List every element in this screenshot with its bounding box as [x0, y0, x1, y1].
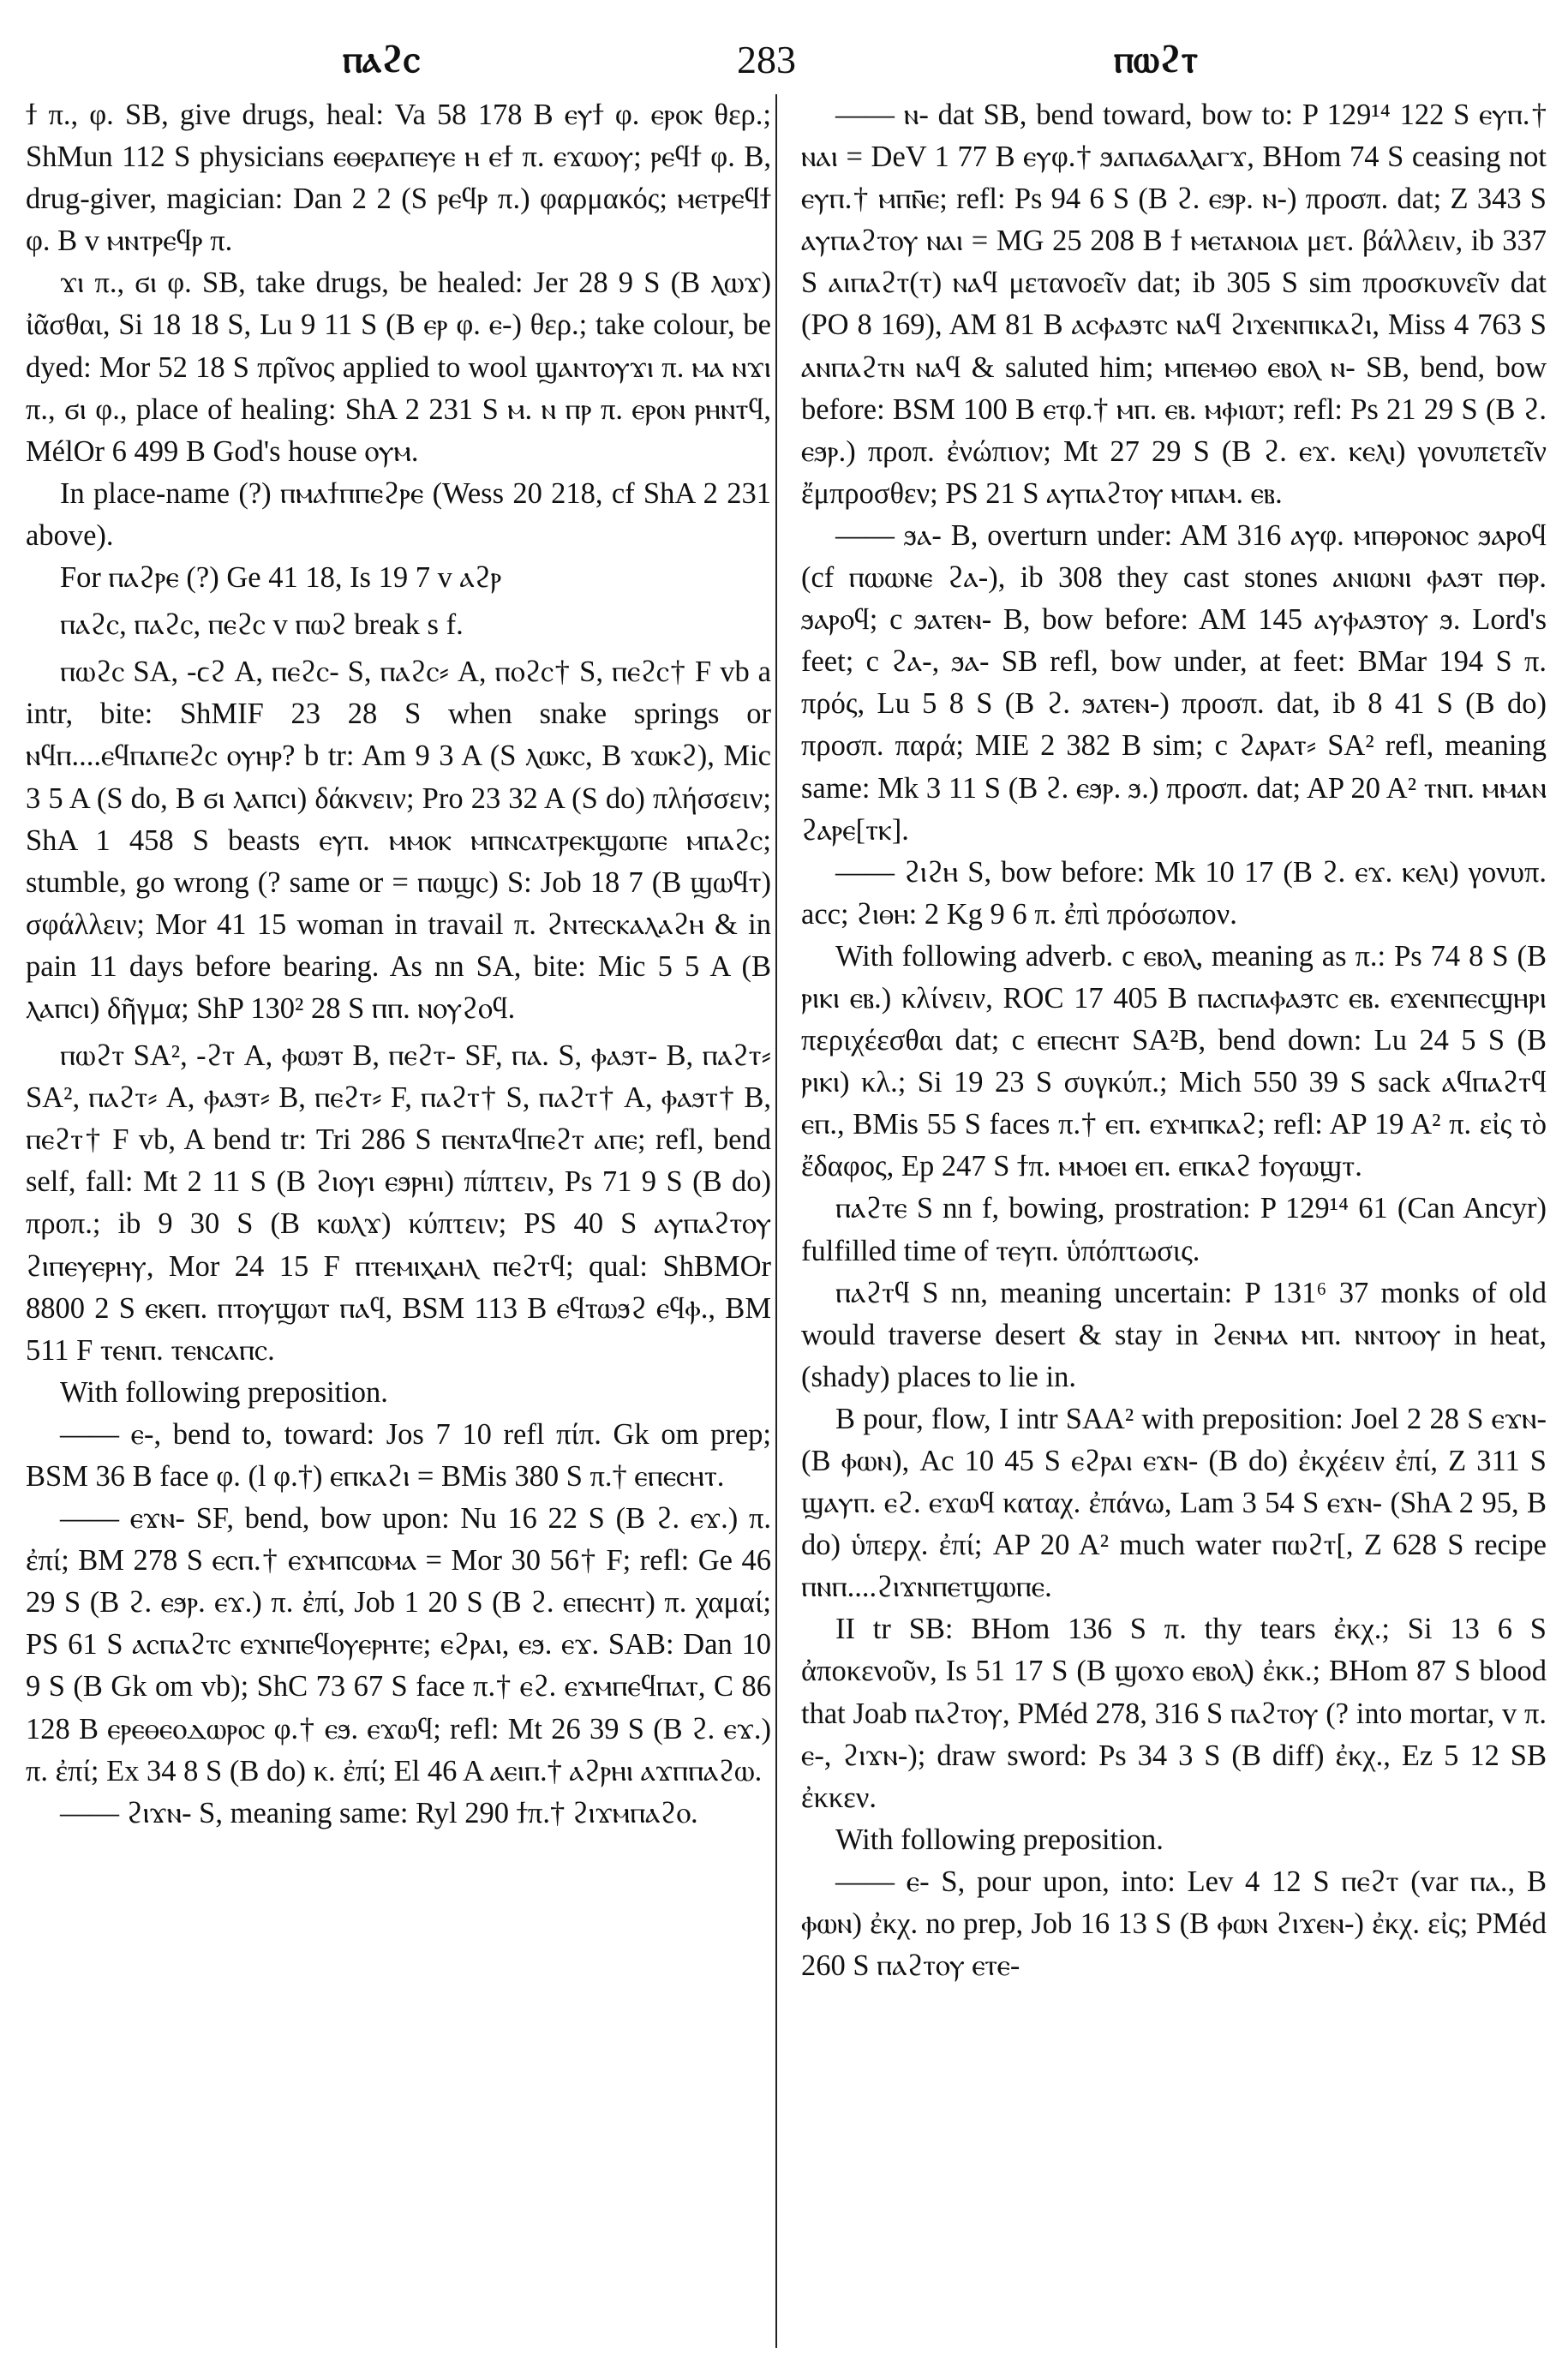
dictionary-entry: ϫⲓ π., ϭⲓ φ. SB, take drugs, be healed: Jer 28 9 S (B ⲗⲱϫ) ἰᾶσθαι, Si 18 18 S, Lu 9 11 S (B ⲉⲣ φ. ⲉ-) θερ.; take colour, be dyed: Mor 52 18 S πρῖνος applied to wool ϣⲁⲛⲧⲟⲩϫⲓ π. ⲙⲁ ⲛϫⲓ π., ϭⲓ φ., place of healing: ShA 2 231 S ⲙ. ⲛ ⲡⲣ π. ⲉⲣⲟⲛ ⲣⲏⲛⲧϥ, MélOr 6 499 B God's house ⲟⲩⲙ.	[26, 266, 771, 468]
dictionary-entry: ⲡⲁϩⲧϥ S nn, meaning uncertain: P 131⁶ 37 monks of old would traverse desert & stay in ϩⲉⲛⲙⲁ ⲙⲡ. ⲛⲛⲧⲟⲟⲩ in heat, (shady) places to lie in.	[801, 1276, 1547, 1393]
dictionary-entry: ϯ π., φ. SB, give drugs, heal: Va 58 178 B ⲉⲩϯ φ. ⲉⲣⲟⲕ θερ.; ShMun 112 S physicians ⲉⲑⲉⲣⲁⲡⲉⲩⲉ ⲏ ⲉϯ π. ⲉϫⲱⲟⲩ; ⲣⲉϥϯ φ. B, drug-giver, magician: Dan 2 2 (S ⲣⲉϥⲣ π.) φαρμακός; ⲙⲉⲧⲣⲉϥϯ φ. B v ⲙⲛⲧⲣⲉϥⲣ π.	[26, 99, 771, 258]
left-column	[26, 94, 771, 2339]
dictionary-entry: B pour, flow, I intr SAA² with preposition: Joel 2 28 S ⲉϫⲛ- (B ⲫⲱⲛ), Ac 10 45 S ⲉϩⲣⲁⲓ ⲉϫⲛ- (B do) ἐκχέειν ἐπί, Z 311 S ϣⲁⲩⲡ. ⲉϩ. ⲉϫⲱϥ καταχ. ἐπάνω, Lam 3 54 S ⲉϫⲛ- (ShA 2 95, B do) ὑπερχ. ἐπί; AP 20 A² much water ⲡⲱϩⲧ[, Z 628 S recipe ⲡⲛⲡ....ϩⲓϫⲛⲡⲉⲧϣⲱⲡⲉ.	[801, 1402, 1547, 1604]
dictionary-entry: ⲡⲁϩⲥ, ⲡⲁϩⲥ, ⲡⲉϩⲥ v ⲡⲱϩ break s f.	[60, 608, 464, 642]
dictionary-entry: ⲡⲱϩⲧ SA², -ϩⲧ A, ⲫⲱϧⲧ B, ⲡⲉϩⲧ- SF, ⲡⲁ. S, ⲫⲁϧⲧ- B, ⲡⲁϩⲧ⸗ SA², ⲡⲁϩⲧ⸗ A, ⲫⲁϧⲧ⸗ B, ⲡⲉϩⲧ⸗ F, ⲡⲁϩⲧ† S, ⲡⲁϩⲧ† A, ⲫⲁϧⲧ† B, ⲡⲉϩⲧ† F vb, A bend tr: Tri 286 S ⲡⲉⲛⲧⲁϥⲡⲉϩⲧ ⲁⲡⲉ; refl, bend self, fall: Mt 2 11 S (B ϩⲓⲟⲩⲓ ⲉϧⲣⲏⲓ) πίπτειν, Ps 71 9 S (B do) προπ.; ib 9 30 S (B ⲕⲱⲗϫ) κύπτειν; PS 40 S ⲁⲩⲡⲁϩⲧⲟⲩ ϩⲓⲡⲉⲩⲉⲣⲏⲩ, Mor 24 15 F ⲡⲧⲉⲙⲓⲭⲁⲏⲗ ⲡⲉϩⲧϥ; qual: ShBMOr 8800 2 S ⲉⲕⲉⲡ. ⲡⲧⲟⲩϣⲱⲧ ⲡⲁϥ, BSM 113 B ⲉϥⲧⲱϧϩ ⲉϥⲫ., BM 511 F ⲧⲉⲛⲡ. ⲧⲉⲛⲥⲁⲡⲥ.	[26, 1039, 771, 1367]
dictionary-entry: —— ϩⲓϫⲛ- S, meaning same: Ryl 290 ϯπ.† ϩⲓϫⲙⲡⲁϩⲟ.	[60, 1796, 698, 1829]
dictionary-entry: —— ϩⲓϩⲏ S, bow before: Mk 10 17 (B ϩ. ⲉϫ. ⲕⲉⲗⲓ) γονυπ. acc; ϩⲓⲑⲏ: 2 Kg 9 6 π. ἐπὶ πρόσωπον.	[801, 855, 1547, 931]
dictionary-entry: ⲡⲁϩⲧⲉ S nn f, bowing, prostration: P 129¹⁴ 61 (Can Ancyr) fulfilled time of ⲧⲉⲩⲡ. ὑπόπτωσις.	[801, 1192, 1547, 1267]
column-divider	[775, 94, 777, 2348]
running-head-right: ⲡⲱϩⲧ	[1114, 39, 1198, 81]
dictionary-entry: With following preposition.	[835, 1823, 1164, 1856]
dictionary-entry: With following adverb. c ⲉⲃⲟⲗ, meaning as π.: Ps 74 8 S (B ⲣⲓⲕⲓ ⲉⲃ.) κλίνειν, ROC 17 405 B ⲡⲁⲥⲡⲁⲫⲁϧⲧⲥ ⲉⲃ. ⲉϫⲉⲛⲡⲉⲥϣⲏⲣⲓ περιχέεσθαι dat; c ⲉⲡⲉⲥⲏⲧ SA²B, bend down: Lu 24 5 S (B ⲣⲓⲕⲓ) κλ.; Si 19 23 S συγκύπ.; Mich 550 39 S sack ⲁϥⲡⲁϩⲧϥ ⲉⲡ., BMis 55 S faces π.† ⲉⲡ. ⲉϫⲙⲡⲕⲁϩ; refl: AP 19 A² π. εἰς τὸ ἔδαφος, Ep 247 S ϯπ. ⲙⲙⲟⲉⲓ ⲉⲡ. ⲉⲡⲕⲁϩ ϯⲟⲩⲱϣⲧ.	[801, 939, 1547, 1183]
dictionary-entry: ⲡⲱϩⲥ SA, -ϲϩ A, ⲡⲉϩⲥ- S, ⲡⲁϩⲥ⸗ A, ⲡⲟϩⲥ† S, ⲡⲉϩⲥ† F vb a intr, bite: ShMIF 23 28 S when snake springs or ⲛϥⲡ....ⲉϥⲡⲁⲡⲉϩⲥ ⲟⲩⲏⲣ? b tr: Am 9 3 A (S ⲗⲱⲕⲥ, B ϫⲱⲕϩ), Mic 3 5 A (S do, B ϭⲓ ⲗⲁⲡⲥⲓ) δάκνειν; Pro 23 32 A (S do) πλήσσειν; ShA 1 458 S beasts ⲉⲩⲡ. ⲙⲙⲟⲕ ⲙⲡⲛⲥⲁⲧⲣⲉⲕϣⲱⲡⲉ ⲙⲡⲁϩⲥ; stumble, go wrong (? same or = ⲡⲱϣⲥ) S: Job 18 7 (B ϣⲱϥⲧ) σφάλλειν; Mor 41 15 woman in travail π. ϩⲛⲧⲉⲥⲕⲁⲗⲁϩⲏ & in pain 11 days before bearing. As nn SA, bite: Mic 5 5 A (B ⲗⲁⲡⲥⲓ) δῆγμα; ShP 130² 28 S ⲡⲡ. ⲛⲟⲩϩⲟϥ.	[26, 656, 771, 1025]
dictionary-entry: —— ⲉ- S, pour upon, into: Lev 4 12 S ⲡⲉϩⲧ (var ⲡⲁ., B ⲫⲱⲛ) ἐκχ. no prep, Job 16 13 S (B ⲫⲱⲛ ϩⲓϫⲉⲛ-) ἐκχ. εἰς; PMéd 260 S ⲡⲁϩⲧⲟⲩ ⲉⲧⲉ-	[801, 1865, 1547, 1983]
page-number: 283	[737, 38, 796, 81]
right-column	[801, 94, 1547, 2339]
dictionary-entry: With following preposition.	[60, 1375, 388, 1409]
dictionary-entry: —— ⲉϫⲛ- SF, bend, bow upon: Nu 16 22 S (B ϩ. ⲉϫ.) π. ἐπί; BM 278 S ⲉⲥⲡ.† ⲉϫⲙⲡⲥⲱⲙⲁ = Mor 30 56† F; refl: Ge 46 29 S (B ϩ. ⲉϧⲣ. ⲉϫ.) π. ἐπί, Job 1 20 S (B ϩ. ⲉⲡⲉⲥⲏⲧ) π. χαμαί; PS 61 S ⲁⲥⲡⲁϩⲧⲥ ⲉϫⲛⲡⲉϥⲟⲩⲉⲣⲏⲧⲉ; ⲉϩⲣⲁⲓ, ⲉϧ. ⲉϫ. SAB: Dan 10 9 S (B Gk om vb); ShC 73 67 S face π.† ⲉϩ. ⲉϫⲙⲡⲉϥⲡⲁⲧ, C 86 128 B ⲉⲣⲉⲑⲉⲟⲇⲱⲣⲟⲥ φ.† ⲉϧ. ⲉϫⲱϥ; refl: Mt 26 39 S (B ϩ. ⲉϫ.) π. ἐπί; Ex 34 8 S (B do) κ. ἐπί; El 46 A ⲁⲉⲓⲡ.† ⲁϩⲣⲏⲓ ⲁϫⲡⲡⲁϩⲱ.	[26, 1502, 771, 1787]
running-head-left: ⲡⲁϩⲥ	[343, 39, 421, 81]
dictionary-entry: —— ⲉ-, bend to, toward: Jos 7 10 refl πίπ. Gk om prep; BSM 36 B face φ. (l φ.†) ⲉⲡⲕⲁϩⲓ = BMis 380 S π.† ⲉⲡⲉⲥⲏⲧ.	[26, 1417, 771, 1493]
dictionary-entry: In place-name (?) ⲡⲙⲁϯⲡⲡⲉϩⲣⲉ (Wess 20 218, cf ShA 2 231 above).	[26, 476, 771, 552]
dictionary-entry: II tr SB: BHom 136 S π. thy tears ἐκχ.; Si 13 6 S ἀποκενοῦν, Is 51 17 S (B ϣⲟϫⲟ ⲉⲃⲟⲗ) ἐκκ.; BHom 87 S blood that Joab ⲡⲁϩⲧⲟⲩ, PMéd 278, 316 S ⲡⲁϩⲧⲟⲩ (? into mortar, v π. ⲉ-, ϩⲓϫⲛ-); draw sword: Ps 34 3 S (B diff) ἐκχ., Ez 5 12 SB ἐκκεν.	[801, 1613, 1547, 1814]
dictionary-entry: —— ϧⲁ- B, overturn under: AM 316 ⲁⲩφ. ⲙⲡⲑⲣⲟⲛⲟⲥ ϧⲁⲣⲟϥ (cf ⲡⲱⲱⲛⲉ ϩⲁ-), ib 308 they cast stones ⲁⲛⲓⲱⲛⲓ ⲫⲁϧⲧ ⲡⲑⲣ. ϧⲁⲣⲟϥ; c ϧⲁⲧⲉⲛ- B, bow before: AM 145 ⲁⲩⲫⲁϧⲧⲟⲩ ϧ. Lord's feet; c ϩⲁ-, ϧⲁ- SB refl, bow under, at feet: BMar 194 S π. πρός, Lu 5 8 S (B ϩ. ϧⲁⲧⲉⲛ-) προσπ. dat, ib 8 41 S (B do) προσπ. παρά; MIE 2 382 B sim; c ϩⲁⲣⲁⲧ⸗ SA² refl, meaning same: Mk 3 11 S (B ϩ. ⲉϧⲣ. ϧ.) προσπ. dat; AP 20 A² ⲧⲛⲡ. ⲙⲙⲁⲛ ϩⲁⲣⲉ[ⲧⲕ].	[801, 518, 1547, 847]
dictionary-entry: —— ⲛ- dat SB, bend toward, bow to: P 129¹⁴ 122 S ⲉⲩⲡ.† ⲛⲁⲓ = DeV 1 77 B ⲉⲩφ.† ϧⲁⲡⲁϭⲁⲗⲁⲅϫ, BHom 74 S ceasing not ⲉⲩⲡ.† ⲙⲡⲛ̄ⲉ; refl: Ps 94 6 S (B ϩ. ⲉϧⲣ. ⲛ-) προσπ. dat; Z 343 S ⲁⲩⲡⲁϩⲧⲟⲩ ⲛⲁⲓ = MG 25 208 B ϯ ⲙⲉⲧⲁⲛⲟⲓⲁ μετ. βάλλειν, ib 337 S ⲁⲓⲡⲁϩⲧ(ⲧ) ⲛⲁϥ μετανοεῖν dat; ib 305 S sim προσκυνεῖν dat (PO 8 169), AM 81 B ⲁⲥⲫⲁϧⲧⲥ ⲛⲁϥ ϩⲓϫⲉⲛⲡⲓⲕⲁϩⲓ, Miss 4 763 S ⲁⲛⲡⲁϩⲧⲛ ⲛⲁϥ & saluted him; ⲙⲡⲉⲙⲑⲟ ⲉⲃⲟⲗ ⲛ- SB, bend, bow before: BSM 100 B ⲉⲧφ.† ⲙⲡ. ⲉⲃ. ⲙⲫⲓⲱⲧ; refl: Ps 21 29 S (B ϩ. ⲉϧⲣ.) προπ. ἐνώπιον; Mt 27 29 S (B ϩ. ⲉϫ. ⲕⲉⲗⲓ) γονυπετεῖν ἔμπροσθεν; PS 21 S ⲁⲩⲡⲁϩⲧⲟⲩ ⲙⲡⲁⲙ. ⲉⲃ.	[801, 99, 1547, 510]
dictionary-entry: For ⲡⲁϩⲣⲉ (?) Ge 41 18, Is 19 7 v ⲁϩⲣ	[60, 561, 502, 595]
